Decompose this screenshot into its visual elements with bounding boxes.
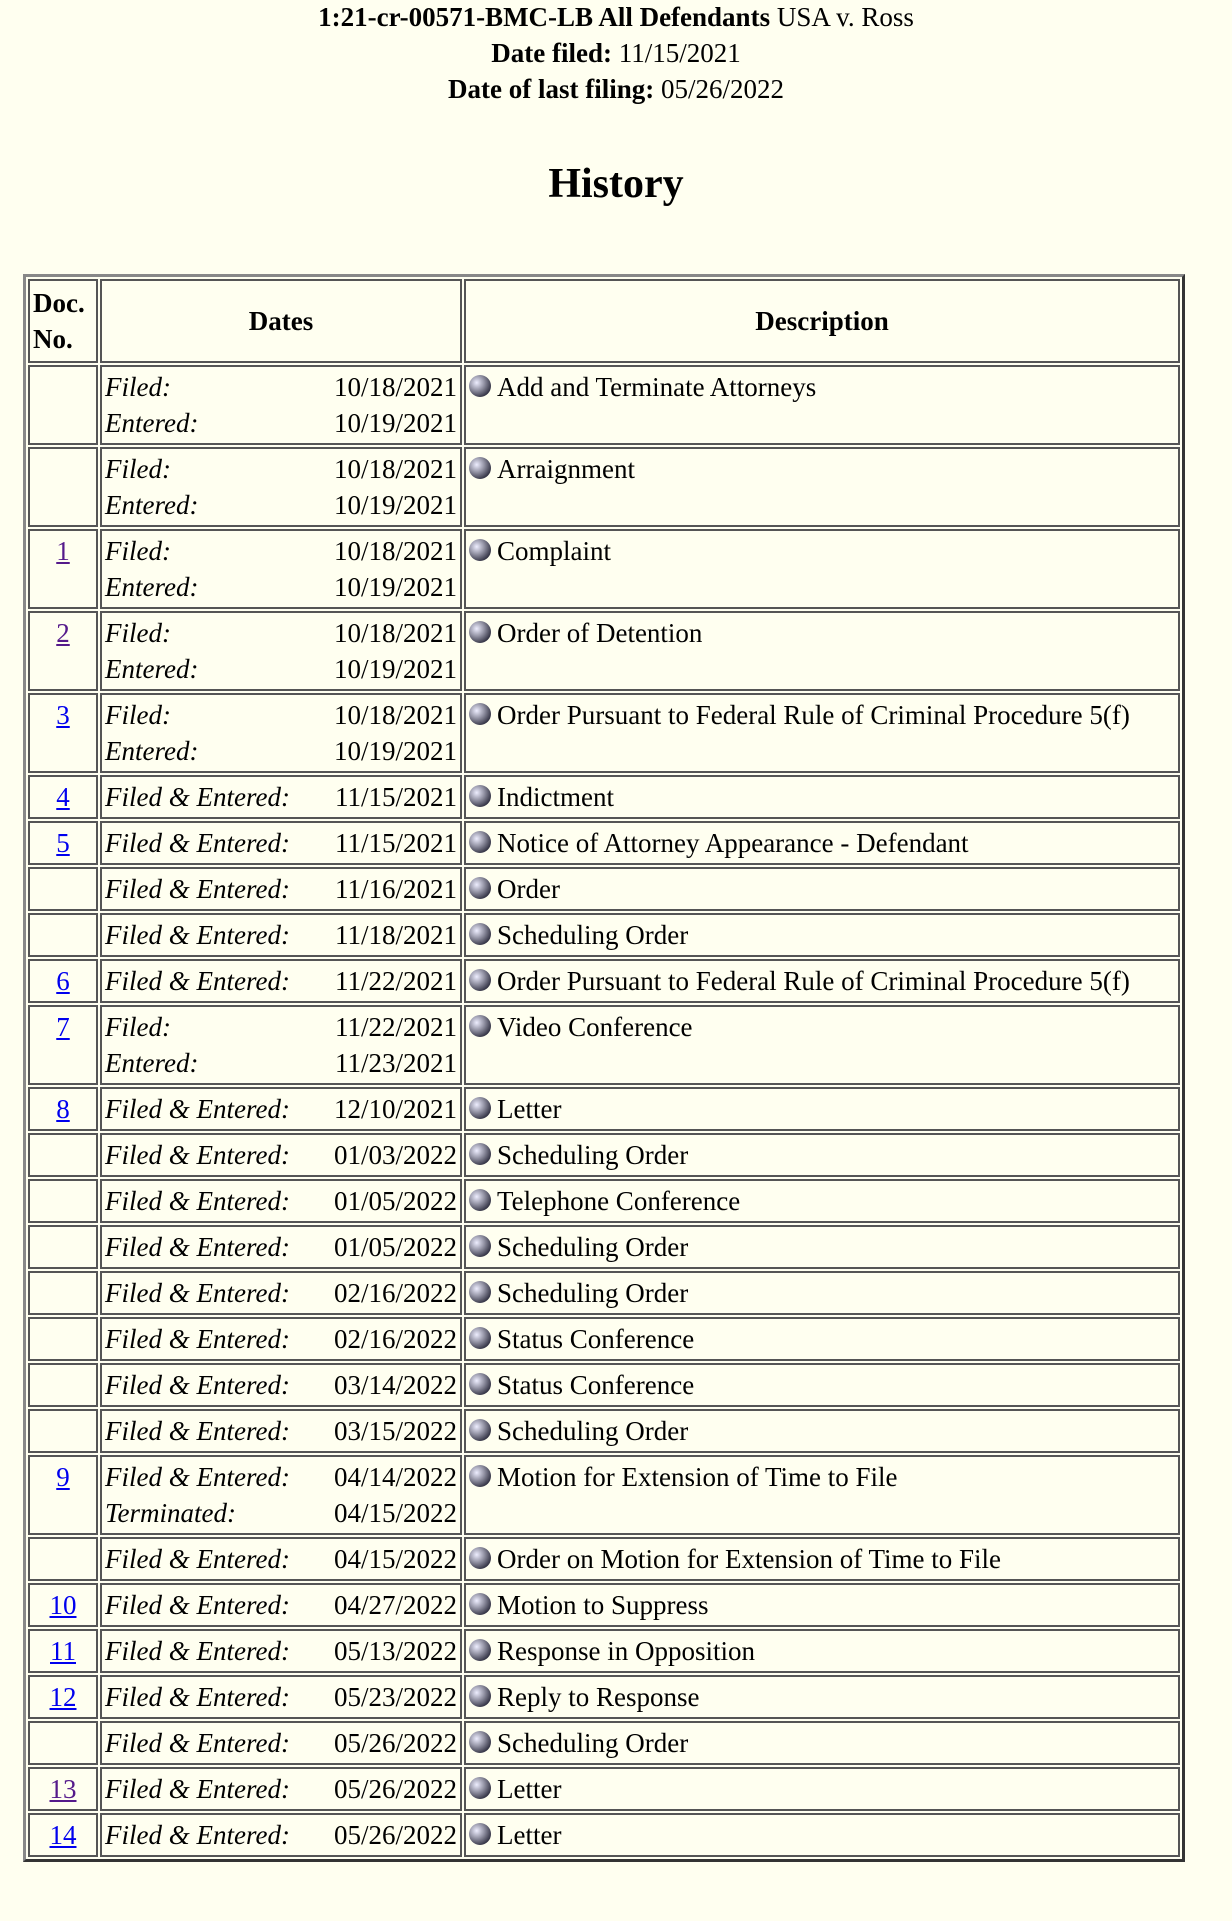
table-row xyxy=(28,821,1180,865)
description-cell xyxy=(464,1583,1180,1627)
date-value: 04/15/2022 xyxy=(333,1498,457,1528)
dates-cell xyxy=(100,1179,462,1223)
description-cell xyxy=(464,1629,1180,1673)
description-cell xyxy=(464,1087,1180,1131)
doc-link[interactable]: 1 xyxy=(56,536,70,566)
doc-number-cell xyxy=(28,447,98,527)
date-line xyxy=(105,697,457,733)
date-label: Filed & Entered: xyxy=(105,1590,290,1620)
doc-number-cell xyxy=(28,775,98,819)
date-value: 10/19/2021 xyxy=(333,572,457,602)
description-text: Scheduling Order xyxy=(497,1232,689,1262)
doc-number-cell xyxy=(28,1087,98,1131)
globe-icon[interactable] xyxy=(469,703,491,725)
doc-number-cell xyxy=(28,1133,98,1177)
globe-icon[interactable] xyxy=(469,1639,491,1661)
doc-number-cell xyxy=(28,1005,98,1085)
description-cell xyxy=(464,1179,1180,1223)
table-row xyxy=(28,1179,1180,1223)
description-cell xyxy=(464,1317,1180,1361)
date-line xyxy=(105,733,457,769)
date-line xyxy=(105,1009,457,1045)
globe-icon[interactable] xyxy=(469,1143,491,1165)
globe-icon[interactable] xyxy=(469,375,491,397)
table-row xyxy=(28,1767,1180,1811)
date-label: Filed & Entered: xyxy=(105,1462,290,1492)
date-value: 03/14/2022 xyxy=(333,1370,457,1400)
description-text: Scheduling Order xyxy=(497,1278,689,1308)
date-value: 11/23/2021 xyxy=(334,1048,457,1078)
description-text: Letter xyxy=(497,1094,562,1124)
dates-cell xyxy=(100,1409,462,1453)
date-label: Filed & Entered: xyxy=(105,1324,290,1354)
date-line xyxy=(105,1587,457,1623)
date-filed-label: Date filed: xyxy=(491,38,612,68)
date-value: 05/26/2022 xyxy=(333,1820,457,1850)
date-line xyxy=(105,1229,457,1265)
date-line xyxy=(105,369,457,405)
description-cell xyxy=(464,447,1180,527)
dates-cell xyxy=(100,1629,462,1673)
globe-icon[interactable] xyxy=(469,1547,491,1569)
dates-cell xyxy=(100,529,462,609)
doc-link[interactable]: 6 xyxy=(56,966,70,996)
dates-cell xyxy=(100,1537,462,1581)
date-value: 11/15/2021 xyxy=(334,782,457,812)
date-line xyxy=(105,779,457,815)
date-label: Filed: xyxy=(105,700,171,730)
dates-cell xyxy=(100,611,462,691)
dates-cell xyxy=(100,1363,462,1407)
description-text: Scheduling Order xyxy=(497,920,689,950)
table-row xyxy=(28,693,1180,773)
description-cell xyxy=(464,1005,1180,1085)
table-row xyxy=(28,1409,1180,1453)
description-text: Scheduling Order xyxy=(497,1140,689,1170)
date-label: Filed & Entered: xyxy=(105,782,290,812)
globe-icon[interactable] xyxy=(469,457,491,479)
date-value: 11/18/2021 xyxy=(334,920,457,950)
dates-cell xyxy=(100,1767,462,1811)
date-line xyxy=(105,1495,457,1531)
date-value: 11/16/2021 xyxy=(334,874,457,904)
dates-cell xyxy=(100,1133,462,1177)
last-filing-line xyxy=(0,71,1232,107)
date-line xyxy=(105,1045,457,1081)
date-label: Filed & Entered: xyxy=(105,1278,290,1308)
case-title-line xyxy=(0,0,1232,35)
description-text: Response in Opposition xyxy=(497,1636,756,1666)
description-text: Order Pursuant to Federal Rule of Criminal Procedure 5(f) xyxy=(497,700,1130,730)
globe-icon[interactable] xyxy=(469,1327,491,1349)
doc-number-cell xyxy=(28,693,98,773)
dates-cell xyxy=(100,1583,462,1627)
description-text: Complaint xyxy=(497,536,611,566)
dates-cell xyxy=(100,959,462,1003)
date-value: 10/19/2021 xyxy=(333,408,457,438)
doc-link[interactable]: 10 xyxy=(49,1590,77,1620)
globe-icon[interactable] xyxy=(469,785,491,807)
description-text: Add and Terminate Attorneys xyxy=(497,372,817,402)
table-row xyxy=(28,1583,1180,1627)
date-line xyxy=(105,825,457,861)
description-text: Status Conference xyxy=(497,1370,695,1400)
description-cell xyxy=(464,821,1180,865)
description-cell xyxy=(464,1767,1180,1811)
description-text: Letter xyxy=(497,1820,562,1850)
doc-number-cell xyxy=(28,1721,98,1765)
date-label: Filed & Entered: xyxy=(105,1636,290,1666)
date-label: Filed: xyxy=(105,536,171,566)
doc-link[interactable]: 3 xyxy=(56,700,70,730)
date-value: 10/19/2021 xyxy=(333,654,457,684)
description-cell xyxy=(464,1133,1180,1177)
date-value: 04/14/2022 xyxy=(333,1462,457,1492)
date-line xyxy=(105,1541,457,1577)
globe-icon[interactable] xyxy=(469,1593,491,1615)
description-cell xyxy=(464,913,1180,957)
doc-number-cell xyxy=(28,867,98,911)
doc-number-cell xyxy=(28,1455,98,1535)
table-header-row xyxy=(28,279,1180,363)
date-value: 10/18/2021 xyxy=(333,618,457,648)
dates-cell xyxy=(100,365,462,445)
case-header xyxy=(0,0,1232,107)
description-header: Description xyxy=(464,279,1180,363)
table-row xyxy=(28,1675,1180,1719)
globe-icon[interactable] xyxy=(469,1823,491,1845)
date-label: Filed & Entered: xyxy=(105,1728,290,1758)
doc-number-cell xyxy=(28,1537,98,1581)
table-row xyxy=(28,529,1180,609)
date-line xyxy=(105,1367,457,1403)
description-cell xyxy=(464,693,1180,773)
description-text: Scheduling Order xyxy=(497,1728,689,1758)
globe-icon[interactable] xyxy=(469,1685,491,1707)
description-cell xyxy=(464,611,1180,691)
date-line xyxy=(105,451,457,487)
description-text: Letter xyxy=(497,1774,562,1804)
date-value: 03/15/2022 xyxy=(333,1416,457,1446)
date-value: 01/03/2022 xyxy=(333,1140,457,1170)
table-row xyxy=(28,913,1180,957)
date-line xyxy=(105,1817,457,1853)
date-label: Filed & Entered: xyxy=(105,1682,290,1712)
description-text: Order on Motion for Extension of Time to File xyxy=(497,1544,1001,1574)
date-value: 05/26/2022 xyxy=(333,1728,457,1758)
date-label: Terminated: xyxy=(105,1498,237,1528)
date-value: 10/19/2021 xyxy=(333,490,457,520)
globe-icon[interactable] xyxy=(469,1373,491,1395)
globe-icon[interactable] xyxy=(469,1465,491,1487)
date-line xyxy=(105,963,457,999)
date-line xyxy=(105,1633,457,1669)
date-label: Entered: xyxy=(105,736,199,766)
doc-number-cell xyxy=(28,1813,98,1857)
date-value: 05/26/2022 xyxy=(333,1774,457,1804)
date-line xyxy=(105,1275,457,1311)
doc-link[interactable]: 9 xyxy=(56,1462,70,1492)
description-cell xyxy=(464,1537,1180,1581)
date-label: Filed & Entered: xyxy=(105,1094,290,1124)
table-row xyxy=(28,1225,1180,1269)
date-value: 05/23/2022 xyxy=(333,1682,457,1712)
doc-link[interactable]: 8 xyxy=(56,1094,70,1124)
globe-icon[interactable] xyxy=(469,1281,491,1303)
doc-no-header xyxy=(28,279,98,363)
date-line xyxy=(105,871,457,907)
table-row xyxy=(28,1133,1180,1177)
table-row xyxy=(28,1813,1180,1857)
case-number: 1:21-cr-00571-BMC-LB All Defendants xyxy=(318,2,771,32)
description-text: Telephone Conference xyxy=(497,1186,741,1216)
table-row xyxy=(28,1537,1180,1581)
doc-number-cell xyxy=(28,1675,98,1719)
date-value: 04/15/2022 xyxy=(333,1544,457,1574)
globe-icon[interactable] xyxy=(469,877,491,899)
date-line xyxy=(105,405,457,441)
date-line xyxy=(105,1321,457,1357)
last-filing-label: Date of last filing: xyxy=(448,74,655,104)
date-label: Filed & Entered: xyxy=(105,1232,290,1262)
date-line xyxy=(105,1183,457,1219)
date-line xyxy=(105,651,457,687)
date-value: 11/22/2021 xyxy=(334,966,457,996)
dates-cell xyxy=(100,775,462,819)
description-text: Order of Detention xyxy=(497,618,703,648)
date-value: 05/13/2022 xyxy=(333,1636,457,1666)
date-label: Entered: xyxy=(105,1048,199,1078)
table-row xyxy=(28,1455,1180,1535)
date-label: Filed: xyxy=(105,454,171,484)
dates-cell xyxy=(100,1455,462,1535)
date-value: 02/16/2022 xyxy=(333,1278,457,1308)
date-label: Filed: xyxy=(105,372,171,402)
table-row xyxy=(28,1363,1180,1407)
table-row xyxy=(28,1005,1180,1085)
description-text: Motion for Extension of Time to File xyxy=(497,1462,898,1492)
globe-icon[interactable] xyxy=(469,1419,491,1441)
description-cell xyxy=(464,529,1180,609)
table-row xyxy=(28,611,1180,691)
date-label: Filed & Entered: xyxy=(105,1820,290,1850)
dates-cell xyxy=(100,447,462,527)
description-text: Status Conference xyxy=(497,1324,695,1354)
description-text: Scheduling Order xyxy=(497,1416,689,1446)
doc-number-cell xyxy=(28,1271,98,1315)
date-line xyxy=(105,1091,457,1127)
date-label: Filed & Entered: xyxy=(105,874,290,904)
date-value: 01/05/2022 xyxy=(333,1186,457,1216)
table-row xyxy=(28,1317,1180,1361)
date-label: Filed & Entered: xyxy=(105,1370,290,1400)
globe-icon[interactable] xyxy=(469,969,491,991)
date-line xyxy=(105,1771,457,1807)
date-label: Filed & Entered: xyxy=(105,828,290,858)
globe-icon[interactable] xyxy=(469,923,491,945)
dates-cell xyxy=(100,1813,462,1857)
table-row xyxy=(28,867,1180,911)
description-text: Order Pursuant to Federal Rule of Criminal Procedure 5(f) xyxy=(497,966,1130,996)
globe-icon[interactable] xyxy=(469,1097,491,1119)
description-cell xyxy=(464,1721,1180,1765)
date-value: 11/22/2021 xyxy=(334,1012,457,1042)
doc-link[interactable]: 12 xyxy=(49,1682,77,1712)
description-text: Notice of Attorney Appearance - Defendant xyxy=(497,828,969,858)
dates-cell xyxy=(100,867,462,911)
doc-number-cell xyxy=(28,365,98,445)
date-label: Entered: xyxy=(105,654,199,684)
date-value: 12/10/2021 xyxy=(333,1094,457,1124)
date-label: Filed & Entered: xyxy=(105,1544,290,1574)
table-row xyxy=(28,1087,1180,1131)
date-value: 10/18/2021 xyxy=(333,372,457,402)
doc-link[interactable]: 11 xyxy=(50,1636,76,1666)
last-filing: 05/26/2022 xyxy=(660,74,784,104)
date-value: 04/27/2022 xyxy=(333,1590,457,1620)
globe-icon[interactable] xyxy=(469,621,491,643)
description-cell xyxy=(464,1225,1180,1269)
date-value: 01/05/2022 xyxy=(333,1232,457,1262)
doc-number-cell xyxy=(28,1179,98,1223)
date-line xyxy=(105,1459,457,1495)
description-cell xyxy=(464,365,1180,445)
globe-icon[interactable] xyxy=(469,1731,491,1753)
date-label: Filed & Entered: xyxy=(105,1140,290,1170)
date-line xyxy=(105,1725,457,1761)
date-filed-line xyxy=(0,35,1232,71)
date-line xyxy=(105,1679,457,1715)
date-value: 10/18/2021 xyxy=(333,536,457,566)
description-text: Motion to Suppress xyxy=(497,1590,709,1620)
table-row xyxy=(28,1629,1180,1673)
dates-cell xyxy=(100,1675,462,1719)
description-cell xyxy=(464,1409,1180,1453)
description-cell xyxy=(464,1271,1180,1315)
date-line xyxy=(105,917,457,953)
doc-link[interactable]: 13 xyxy=(49,1774,77,1804)
description-text: Arraignment xyxy=(497,454,635,484)
description-text: Video Conference xyxy=(497,1012,693,1042)
dates-cell xyxy=(100,821,462,865)
dates-cell xyxy=(100,693,462,773)
page-title: History xyxy=(548,161,684,207)
dates-cell xyxy=(100,913,462,957)
dates-cell xyxy=(100,1005,462,1085)
doc-number-cell xyxy=(28,1363,98,1407)
description-cell xyxy=(464,1813,1180,1857)
doc-link[interactable]: 4 xyxy=(56,782,70,812)
dates-cell xyxy=(100,1225,462,1269)
table-row xyxy=(28,1271,1180,1315)
doc-number-cell xyxy=(28,1583,98,1627)
table-row xyxy=(28,959,1180,1003)
globe-icon[interactable] xyxy=(469,831,491,853)
dates-cell xyxy=(100,1087,462,1131)
table-row xyxy=(28,447,1180,527)
date-label: Filed & Entered: xyxy=(105,966,290,996)
globe-icon[interactable] xyxy=(469,1189,491,1211)
doc-header-line1: Doc. xyxy=(33,288,85,318)
globe-icon[interactable] xyxy=(469,1777,491,1799)
table-row xyxy=(28,365,1180,445)
doc-number-cell xyxy=(28,611,98,691)
globe-icon[interactable] xyxy=(469,1235,491,1257)
date-value: 10/18/2021 xyxy=(333,700,457,730)
doc-number-cell xyxy=(28,1767,98,1811)
dates-cell xyxy=(100,1317,462,1361)
doc-number-cell xyxy=(28,1317,98,1361)
description-cell xyxy=(464,1675,1180,1719)
doc-link[interactable]: 7 xyxy=(56,1012,70,1042)
globe-icon[interactable] xyxy=(469,1015,491,1037)
date-label: Filed: xyxy=(105,1012,171,1042)
description-text: Indictment xyxy=(497,782,614,812)
case-title: USA v. Ross xyxy=(776,2,914,32)
doc-link[interactable]: 14 xyxy=(49,1820,77,1850)
description-cell xyxy=(464,959,1180,1003)
table-row xyxy=(28,775,1180,819)
doc-number-cell xyxy=(28,913,98,957)
doc-header-line2: No. xyxy=(33,324,73,354)
doc-link[interactable]: 5 xyxy=(56,828,70,858)
doc-number-cell xyxy=(28,1225,98,1269)
description-cell xyxy=(464,867,1180,911)
date-label: Entered: xyxy=(105,490,199,520)
date-label: Filed & Entered: xyxy=(105,1416,290,1446)
dates-header: Dates xyxy=(100,279,462,363)
date-label: Filed & Entered: xyxy=(105,920,290,950)
date-line xyxy=(105,615,457,651)
date-line xyxy=(105,533,457,569)
doc-number-cell xyxy=(28,1409,98,1453)
date-label: Entered: xyxy=(105,408,199,438)
date-label: Filed: xyxy=(105,618,171,648)
date-line xyxy=(105,1137,457,1173)
description-cell xyxy=(464,1455,1180,1535)
dates-cell xyxy=(100,1271,462,1315)
date-label: Filed & Entered: xyxy=(105,1186,290,1216)
doc-number-cell xyxy=(28,529,98,609)
description-cell xyxy=(464,1363,1180,1407)
doc-number-cell xyxy=(28,959,98,1003)
date-line xyxy=(105,1413,457,1449)
date-line xyxy=(105,569,457,605)
description-text: Reply to Response xyxy=(497,1682,700,1712)
doc-number-cell xyxy=(28,1629,98,1673)
date-filed: 11/15/2021 xyxy=(618,38,741,68)
dates-cell xyxy=(100,1721,462,1765)
date-value: 02/16/2022 xyxy=(333,1324,457,1354)
date-line xyxy=(105,487,457,523)
globe-icon[interactable] xyxy=(469,539,491,561)
date-value: 11/15/2021 xyxy=(334,828,457,858)
date-label: Filed & Entered: xyxy=(105,1774,290,1804)
description-text: Order xyxy=(497,874,560,904)
doc-link[interactable]: 2 xyxy=(56,618,70,648)
table-row xyxy=(28,1721,1180,1765)
date-value: 10/18/2021 xyxy=(333,454,457,484)
date-value: 10/19/2021 xyxy=(333,736,457,766)
date-label: Entered: xyxy=(105,572,199,602)
description-cell xyxy=(464,775,1180,819)
history-table xyxy=(23,274,1185,1862)
doc-number-cell xyxy=(28,821,98,865)
